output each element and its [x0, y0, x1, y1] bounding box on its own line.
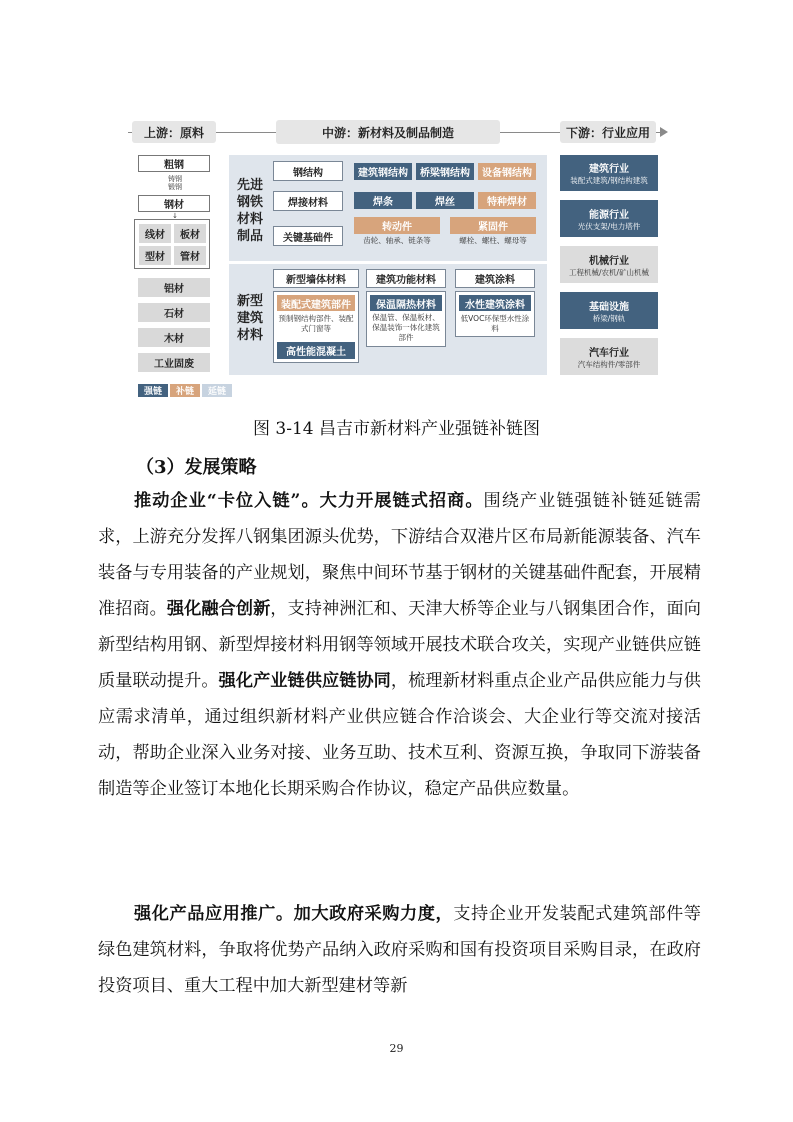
- building-coating: 建筑涂料: [455, 269, 535, 288]
- paragraph-strategy-2: [98, 896, 701, 1004]
- stage-upstream: 上游：原料: [132, 121, 216, 143]
- para1-text-1: 围绕产业链强链补链延链需求，上游充分发挥八钢集团源头优势，下游结合双港片区布局新能源装备、汽车装备与专用装备的产业规划，聚焦中间环节基于钢材的关键基础件配套，开展精准招商。: [98, 491, 701, 619]
- downstream-energy-sub: 光伏支架/电力塔件: [577, 221, 641, 231]
- transmission-note: 齿轮、轴承、链条等: [363, 236, 431, 245]
- downstream-machinery-title: 机械行业: [589, 255, 629, 267]
- downstream-infrastructure-title: 基础设施: [589, 301, 629, 313]
- downstream-construction: [560, 155, 658, 191]
- downstream-machinery-sub: 工程机械/农机/矿山机械: [568, 267, 650, 277]
- para1-bold-3: 强化产业链供应链协同: [218, 671, 391, 691]
- figure-caption: 图 3-14 昌吉市新材料产业强链补链图: [253, 419, 540, 439]
- para1-text-2: ，支持神洲汇和、天津大桥等企业与八钢集团合作，面向新型结构用钢、新型焊接材料用钢等领域开展技术联合攻关，实现产业链供应链质量联动提升。: [98, 599, 701, 691]
- legend-extend: 延链: [202, 384, 232, 397]
- special-welding: 特种焊材: [478, 192, 536, 209]
- upstream-wire: 线材: [139, 224, 171, 243]
- upstream-steel: 钢材: [138, 195, 210, 212]
- welding-material: 焊接材料: [273, 191, 343, 211]
- electrode: 焊条: [354, 192, 412, 209]
- upstream-stone: 石材: [138, 303, 210, 322]
- casting-label: 铸钢: [168, 175, 182, 183]
- downstream-construction-sub: 装配式建筑/钢结构建筑: [570, 176, 648, 185]
- transmission-parts: 转动件: [354, 217, 440, 234]
- upstream-plate: 板材: [174, 224, 206, 243]
- upstream-aluminum: 铝材: [138, 278, 210, 297]
- welding-wire: 焊丝: [416, 192, 474, 209]
- functional-material: 建筑功能材料: [366, 269, 446, 288]
- stage-midstream: 中游：新材料及制品制造: [276, 120, 500, 144]
- downstream-infrastructure: [560, 292, 658, 329]
- upstream-profile: 型材: [139, 246, 171, 265]
- downstream-energy-title: 能源行业: [589, 209, 629, 221]
- prefab-note: 预制钢结构部件、装配式门窗等: [278, 314, 354, 333]
- new-wall-material: 新型墙体材料: [273, 269, 359, 288]
- prefab-parts: 装配式建筑部件: [277, 295, 355, 311]
- new-building-panel: [229, 264, 547, 375]
- advanced-steel-title: 先进 钢铁 材料 制品: [236, 178, 263, 244]
- equipment-steel-structure: 设备钢结构: [478, 163, 536, 180]
- new-building-title: 新型 建筑 材料: [236, 293, 263, 343]
- para1-bold-2: 强化融合创新: [166, 599, 271, 619]
- stage-downstream: 下游：行业应用: [560, 121, 656, 143]
- coating-group: [455, 291, 535, 337]
- upstream-pipe: 管材: [174, 246, 206, 265]
- downstream-infrastructure-sub: 桥梁/钢轨: [592, 313, 626, 323]
- steel-products-group: [134, 219, 210, 269]
- upstream-wood: 木材: [138, 328, 210, 347]
- water-coating-note: 低VOC环保型水性涂料: [460, 314, 530, 333]
- paragraph-strategy-1: [98, 483, 701, 807]
- key-parts: 关键基础件: [273, 226, 343, 246]
- down-arrow-icon: ↓: [172, 211, 178, 220]
- bridge-steel-structure: 桥梁钢结构: [416, 163, 474, 180]
- upstream-industrial-waste: 工业固废: [138, 353, 210, 372]
- forging-label: 锻钢: [168, 183, 182, 191]
- legend-supplement: 补链: [170, 384, 200, 397]
- building-steel-structure: 建筑钢结构: [354, 163, 412, 180]
- para2-text-1: 支持企业开发装配式建筑部件等绿色建筑材料，争取将优势产品纳入政府采购和国有投资项目采购目录，在政府投资项目、重大工程中加大新型建材等新: [98, 904, 701, 996]
- fastener-parts: 紧固件: [450, 217, 536, 234]
- downstream-machinery: [560, 246, 658, 283]
- para2-bold-1: 强化产品应用推广。加大政府采购力度，: [134, 904, 454, 924]
- high-performance-concrete: 高性能混凝土: [277, 342, 355, 359]
- downstream-automotive-title: 汽车行业: [589, 347, 629, 359]
- functional-group: [366, 291, 446, 347]
- fastener-note: 螺栓、螺柱、螺母等: [459, 236, 527, 245]
- legend-strong: 强链: [138, 384, 168, 397]
- section-heading: （3）发展策略: [136, 457, 257, 478]
- downstream-energy: [560, 200, 658, 237]
- insulation-note: 保温管、保温板材、保温装饰一体化建筑部件: [372, 313, 440, 342]
- wall-group: [273, 291, 359, 363]
- downstream-construction-title: 建筑行业: [589, 164, 629, 175]
- para1-text-3: ，梳理新材料重点企业产品供应能力与供应需求清单，通过组织新材料产业供应链合作洽谈会、大企业行等交流对接活动，帮助企业深入业务对接、业务互助、技术互利、资源互换，争取同下游装备制造等企业签订本地化长期采购合作协议，稳定产品供应数量。: [98, 671, 701, 799]
- downstream-automotive-sub: 汽车结构件/零部件: [577, 359, 641, 369]
- page-number: 29: [389, 1042, 404, 1055]
- water-based-coating: 水性建筑涂料: [459, 295, 531, 311]
- steel-structure: 钢结构: [273, 161, 343, 181]
- arrow-right-icon: [660, 127, 668, 137]
- advanced-steel-panel: [229, 155, 547, 261]
- insulation-material: 保温隔热材料: [370, 295, 442, 311]
- downstream-automotive: [560, 338, 658, 375]
- para1-bold-1: 推动企业“卡位入链”。大力开展链式招商。: [134, 491, 484, 511]
- upstream-crude-steel: 粗钢: [138, 155, 210, 172]
- upstream-casting-forging: [160, 172, 190, 194]
